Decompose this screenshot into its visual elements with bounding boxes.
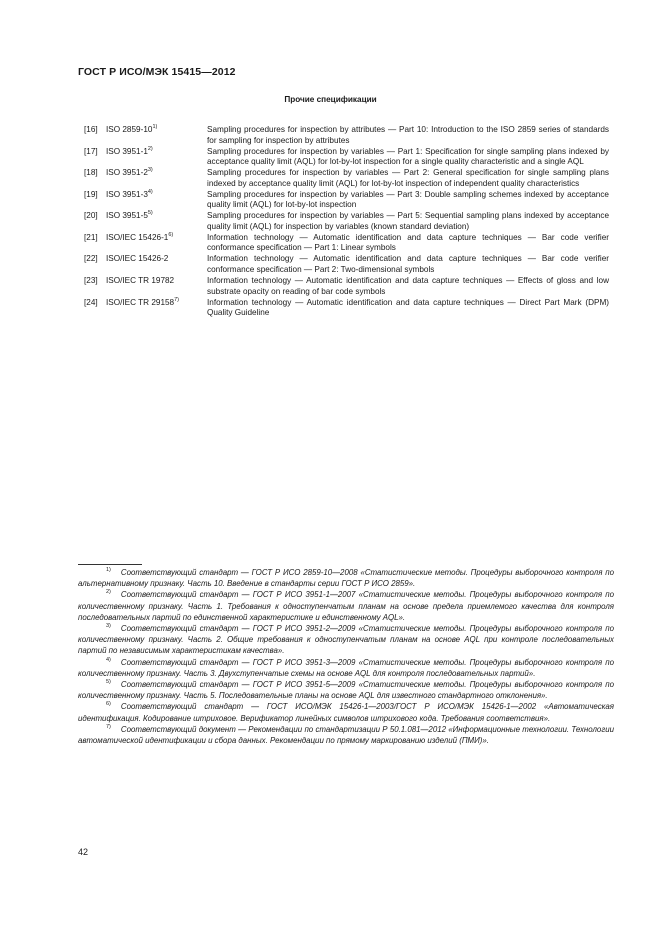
footnote: 4) Соответствующий стандарт — ГОСТ Р ИСО 3951-3—2009 «Статистические методы. Процедуры выборочного контроля по количественному признаку. Часть 3. Двухступенчатые схемы на основе AQL для контроля последовательных партий». bbox=[78, 656, 614, 678]
footnote: 2) Соответствующий стандарт — ГОСТ Р ИСО 3951-1—2007 «Статистические методы. Процедуры выборочного контроля по количественному признаку. Часть 1. Требования к одноступенчатым планам на основе предела приемлемого качества для контроля последовательных партий по единственной характеристике и единственному AQL». bbox=[78, 589, 614, 622]
reference-number: [18] bbox=[84, 168, 98, 178]
footnote-text: Соответствующий стандарт — ГОСТ Р ИСО 3951-1—2007 «Статистические методы. Процедуры выборочного контроля по количественному признаку. Часть 1. Требования к одноступенчатым планам на основе предела приемлемого качества для контроля последовательных партий по единственной характеристике и единственному AQL». bbox=[78, 590, 614, 622]
footnote: 6) Соответствующий стандарт — ГОСТ ИСО/МЭК 15426-1—2003/ГОСТ Р ИСО/МЭК 15426-1—2002 «Автоматическая идентификация. Кодирование штриховое. Верификатор линейных символов штрихового кода. Требования соответствия». bbox=[78, 701, 614, 723]
reference-number: [17] bbox=[84, 146, 98, 156]
footnote-mark: 5) bbox=[147, 210, 153, 217]
reference-code bbox=[106, 254, 207, 275]
reference-code bbox=[106, 233, 207, 254]
reference-code-text: ISO/IEC TR 19782 bbox=[106, 276, 175, 286]
reference-number: [21] bbox=[84, 232, 98, 242]
footnote: 7) Соответствующий документ — Рекомендации по стандартизации Р 50.1.081—2012 «Информационные технологии. Технологии автоматической идентификации и сбора данных. Рекомендации по прямому маркированию изделий (ПМИ)». bbox=[78, 723, 614, 746]
footnotes bbox=[78, 567, 614, 746]
reference-title: Sampling procedures for inspection by variables — Part 2: General specification for single sampling plans indexed by acceptance quality limit (AQL) for lot-by-lot inspection of independent quality characteristics bbox=[207, 168, 609, 188]
reference-item bbox=[84, 254, 609, 275]
reference-code-text: ISO 3951-2 bbox=[106, 168, 148, 178]
footnote: 5) Соответствующий стандарт — ГОСТ Р ИСО 3951-5—2009 «Статистические методы. Процедуры выборочного контроля по количественному признаку. Часть 5. Последовательные планы на основе AQL для известного стандартного отклонения». bbox=[78, 679, 614, 701]
reference-code bbox=[106, 125, 207, 146]
reference-code-text: ISO 3951-3 bbox=[106, 189, 148, 199]
footnote-mark: 2) bbox=[147, 145, 153, 152]
reference-code bbox=[106, 298, 207, 319]
reference-item bbox=[84, 168, 609, 189]
reference-title: Information technology — Automatic identification and data capture techniques — Effects of gloss and low substrate opacity on reading of bar code symbols bbox=[207, 276, 609, 296]
footnote-mark: 1) bbox=[152, 124, 158, 130]
reference-code-text: ISO 2859-10 bbox=[106, 125, 153, 134]
reference-code-text: ISO 3951-1 bbox=[106, 146, 148, 156]
reference-code-text: ISO/IEC 15426-2 bbox=[106, 254, 169, 264]
page-number: 42 bbox=[78, 847, 89, 857]
reference-code-text: ISO 3951-5 bbox=[106, 211, 148, 221]
reference-item bbox=[84, 233, 609, 254]
reference-list bbox=[84, 125, 609, 319]
reference-code bbox=[106, 168, 207, 189]
reference-code-text: ISO/IEC 15426-1 bbox=[106, 232, 169, 242]
reference-title: Sampling procedures for inspection by attributes — Part 10: Introduction to the ISO 2859 series of standards for sampling for inspection by attributes bbox=[207, 125, 609, 145]
reference-code bbox=[106, 190, 207, 211]
footnote-mark: 6) bbox=[168, 231, 174, 238]
reference-title: Sampling procedures for inspection by variables — Part 1: Specification for single sampling plans indexed by acceptance quality limit (AQL) for lot-by-lot inspection for a single quality characteristic and a single AQL bbox=[207, 146, 609, 167]
reference-item bbox=[84, 211, 609, 232]
reference-title: Information technology — Automatic identification and data capture techniques — Bar code verifier conformance specification — Part 2: Two-dimensional symbols bbox=[207, 254, 609, 275]
reference-number: [24] bbox=[84, 297, 98, 307]
reference-item bbox=[84, 125, 609, 146]
footnote-mark: 7) bbox=[174, 296, 180, 303]
footnote-text: Соответствующий стандарт — ГОСТ Р ИСО 3951-3—2009 «Статистические методы. Процедуры выборочного контроля по количественному признаку. Часть 3. Двухступенчатые схемы на основе AQL для контроля последовательных партий». bbox=[78, 657, 614, 678]
reference-item bbox=[84, 298, 609, 319]
reference-title: Information technology — Automatic identification and data capture techniques — Bar code verifier conformance specification — Part 1: Linear symbols bbox=[207, 232, 609, 253]
footnote-mark: 4) bbox=[147, 188, 153, 195]
reference-item bbox=[84, 147, 609, 168]
reference-title: Sampling procedures for inspection by variables — Part 5: Sequential sampling plans indexed by acceptance quality limit (AQL) for inspection by variables (known standard deviation) bbox=[207, 211, 609, 231]
reference-number: [23] bbox=[84, 276, 98, 286]
reference-title: Sampling procedures for inspection by variables — Part 3: Double sampling schemes indexed by acceptance quality limit (AQL) for lot-by-lot inspection bbox=[207, 189, 609, 210]
reference-code-text: ISO/IEC TR 29158 bbox=[106, 297, 175, 307]
footnote-text: Соответствующий стандарт — ГОСТ ИСО/МЭК 15426-1—2003/ГОСТ Р ИСО/МЭК 15426-1—2002 «Автоматическая идентификация. Кодирование штриховое. Верификатор линейных символов штрихового кода. Требования соответствия». bbox=[78, 702, 614, 723]
reference-number: [19] bbox=[84, 189, 98, 199]
reference-number: [16] bbox=[84, 125, 98, 134]
reference-code bbox=[106, 211, 207, 232]
reference-item bbox=[84, 190, 609, 211]
footnote: 3) Соответствующий стандарт — ГОСТ Р ИСО 3951-2—2009 «Статистические методы. Процедуры выборочного контроля по количественному признаку. Часть 2. Общие требования к одноступенчатым планам на основе AQL при контроле последовательных партий по независимым характеристикам качества». bbox=[78, 623, 614, 656]
footnote-text: Соответствующий стандарт — ГОСТ Р ИСО 3951-2—2009 «Статистические методы. Процедуры выборочного контроля по количественному признаку. Часть 2. Общие требования к одноступенчатым планам на основе AQL при контроле последовательных партий по независимым характеристикам качества». bbox=[78, 624, 614, 656]
footnote-divider bbox=[78, 564, 142, 565]
footnote: 1) Соответствующий стандарт — ГОСТ Р ИСО 2859-10—2008 «Статистические методы. Процедуры выборочного контроля по альтернативному признаку. Часть 10. Введение в стандарты серии ГОСТ Р ИСО 2859». bbox=[78, 567, 614, 589]
reference-item bbox=[84, 276, 609, 297]
reference-title: Information technology — Automatic identification and data capture techniques — Direct Part Mark (DPM) Quality Guideline bbox=[207, 297, 609, 318]
section-title: Прочие спецификации bbox=[284, 95, 377, 104]
reference-number: [22] bbox=[84, 254, 98, 264]
footnote-text: Соответствующий стандарт — ГОСТ Р ИСО 2859-10—2008 «Статистические методы. Процедуры выборочного контроля по альтернативному признаку. Часть 10. Введение в стандарты серии ГОСТ Р ИСО 2859». bbox=[78, 568, 614, 589]
document-header: ГОСТ Р ИСО/МЭК 15415—2012 bbox=[78, 66, 236, 78]
reference-code bbox=[106, 147, 207, 168]
reference-code bbox=[106, 276, 207, 297]
footnote-mark: 3) bbox=[147, 167, 153, 174]
footnote-text: Соответствующий документ — Рекомендации по стандартизации Р 50.1.081—2012 «Информационные технологии. Технологии автоматической идентификации и сбора данных. Рекомендации по прямому маркированию изделий (ПМИ)». bbox=[78, 724, 614, 746]
reference-number: [20] bbox=[84, 211, 98, 221]
footnote-text: Соответствующий стандарт — ГОСТ Р ИСО 3951-5—2009 «Статистические методы. Процедуры выборочного контроля по количественному признаку. Часть 5. Последовательные планы на основе AQL для известного стандартного отклонения». bbox=[78, 680, 614, 701]
